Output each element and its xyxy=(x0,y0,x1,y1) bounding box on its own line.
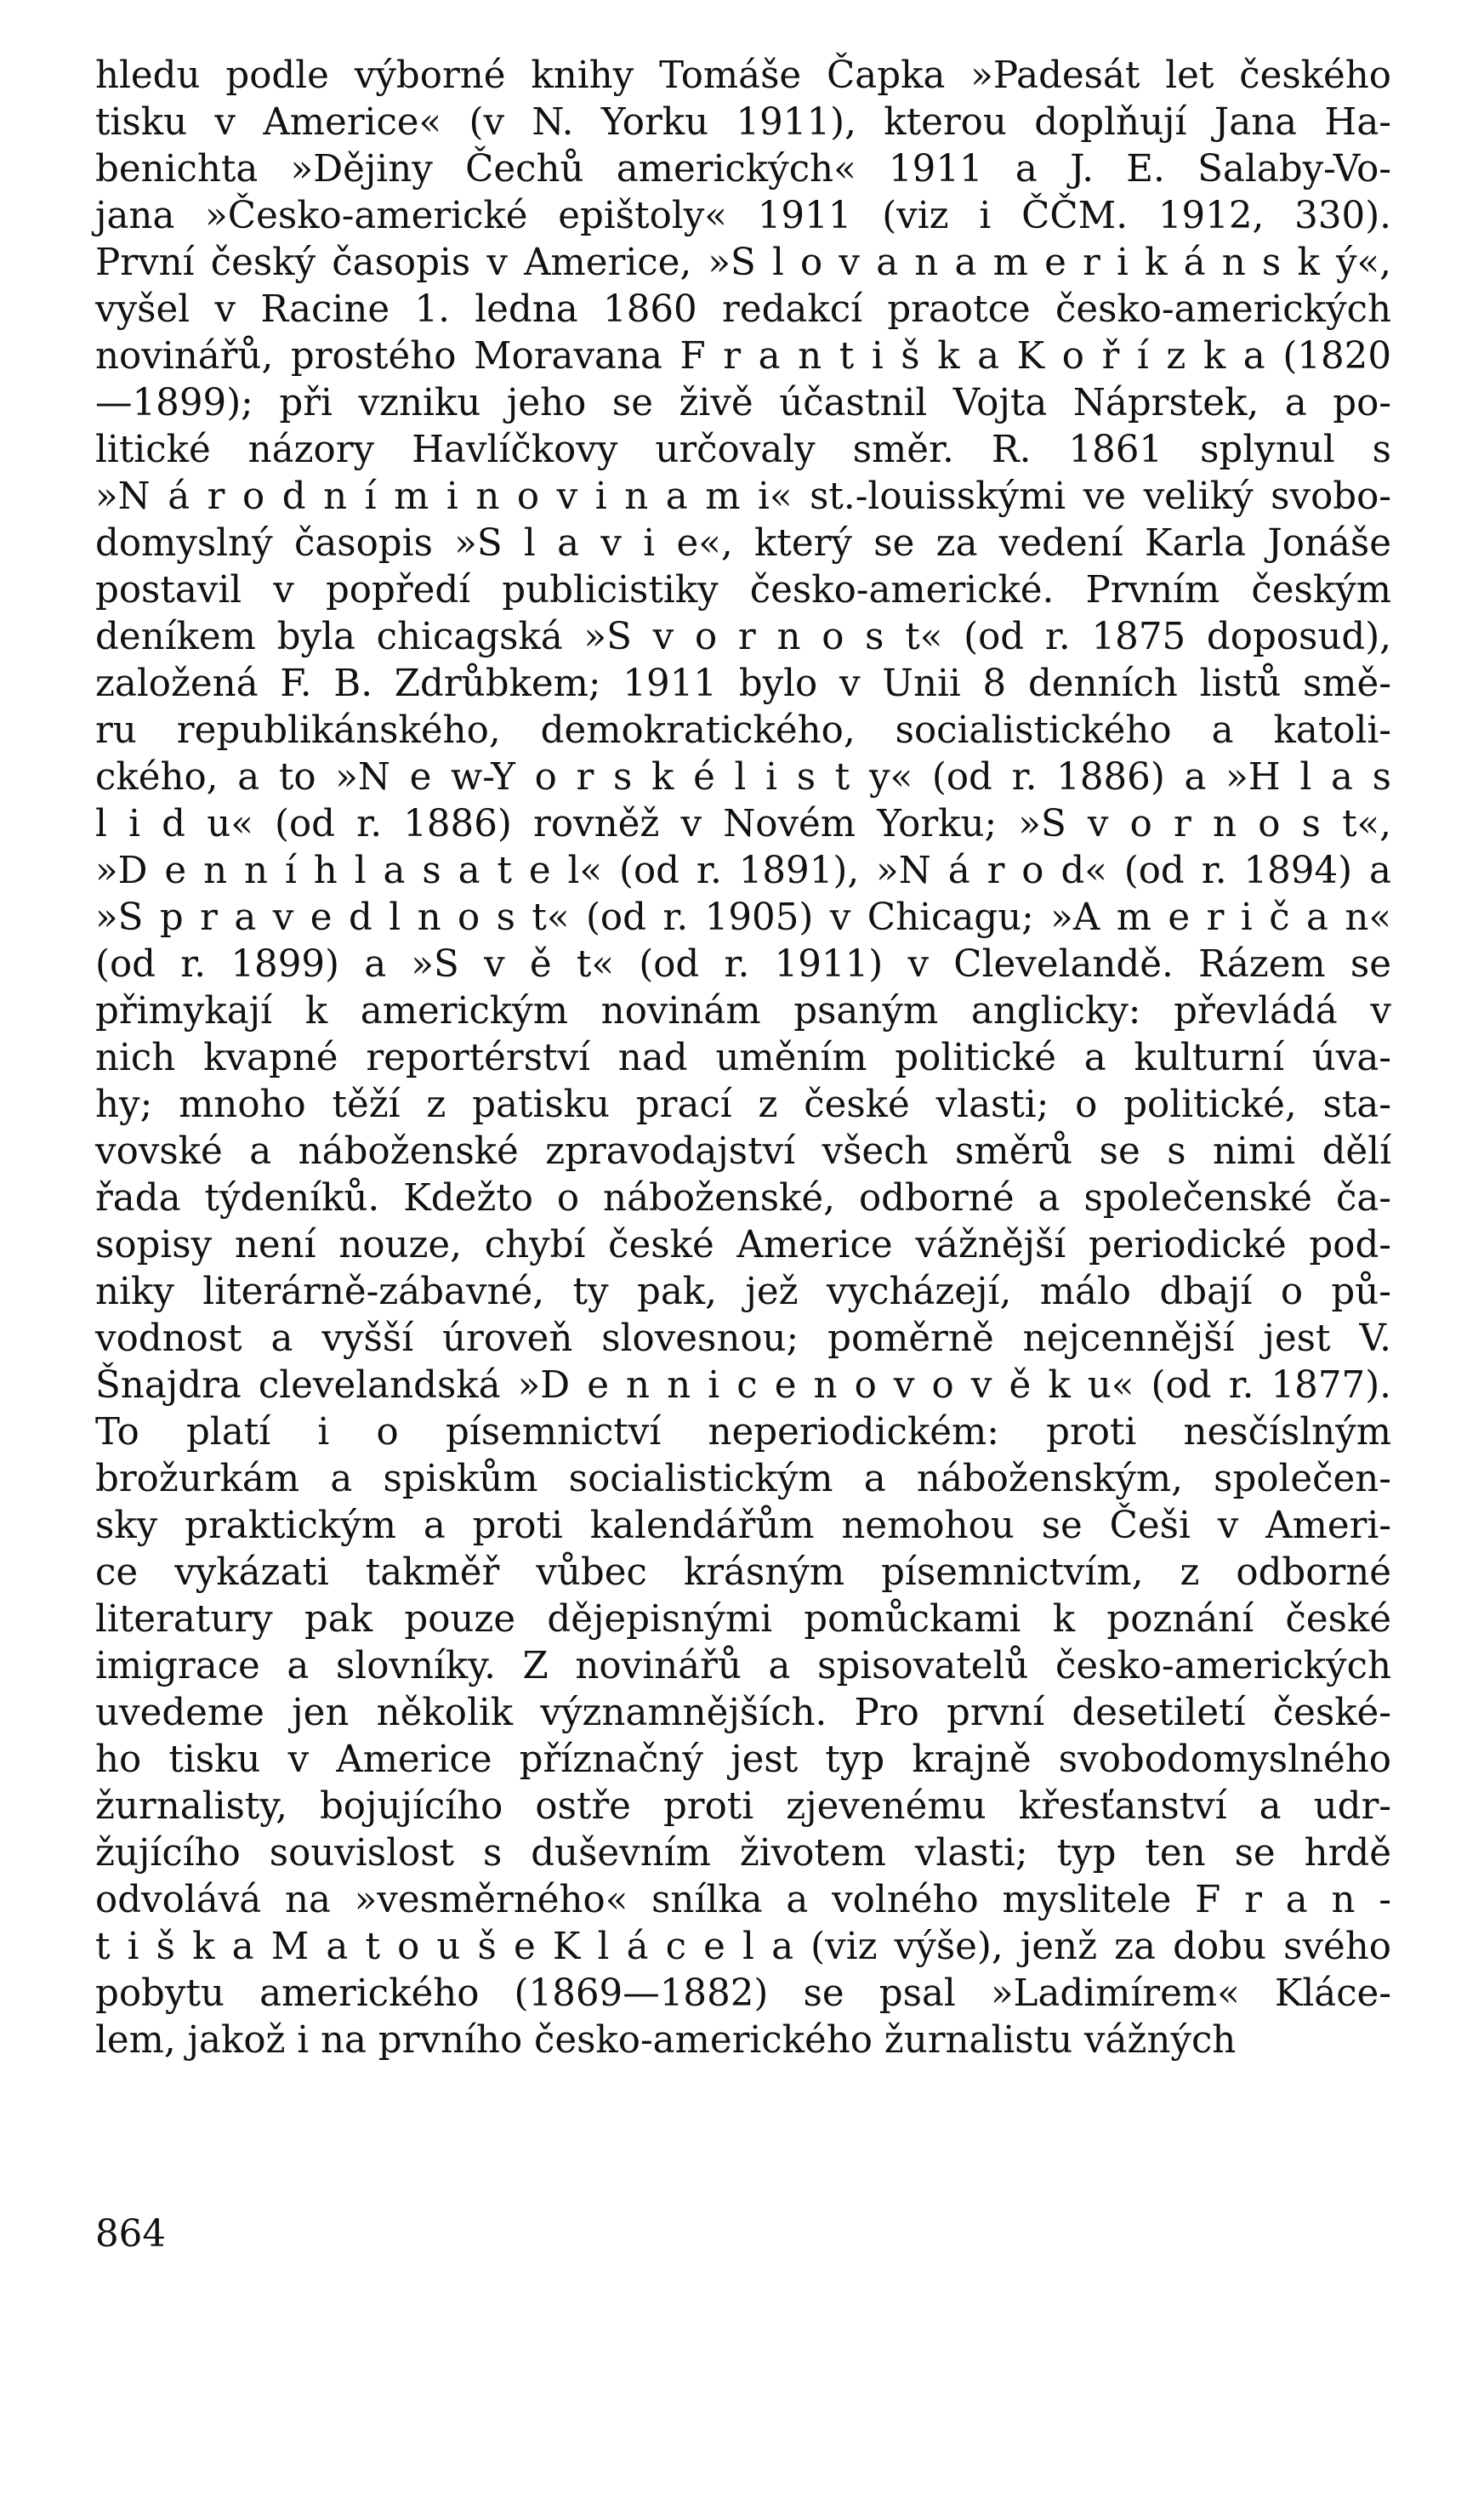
text-line: hledu podle výborné knihy Tomáše Čapka »Padesát let českého xyxy=(95,54,1391,97)
text-line: žurnalisty, bojujícího ostře proti zjevenému křesťanství a udr- xyxy=(95,1785,1391,1828)
text-line: řada týdeníků. Kdežto o náboženské, odborné a společenské ča- xyxy=(95,1177,1391,1220)
text-line: niky literárně-zábavné, ty pak, jež vycházejí, málo dbají o pů- xyxy=(95,1271,1391,1313)
text-line: odvolává na »vesměrného« snílka a volného myslitele F r a n - xyxy=(95,1879,1391,1921)
text-line: novinářů, prostého Moravana F r a n t i š k a K o ř í z k a (1820 xyxy=(95,335,1391,378)
text-line: hy; mnoho těží z patisku prací z české vlasti; o politické, sta- xyxy=(95,1084,1391,1126)
text-line: litické názory Havlíčkovy určovaly směr. R. 1861 splynul s xyxy=(95,429,1391,471)
text-line: »S p r a v e d l n o s t« (od r. 1905) v Chicagu; »A m e r i č a n« xyxy=(95,896,1391,939)
text-line: tisku v Americe« (v N. Yorku 1911), kterou doplňují Jana Ha- xyxy=(95,101,1391,144)
text-line: První český časopis v Americe, »S l o v a n a m e r i k á n s k ý«, xyxy=(95,242,1391,284)
text-line: sopisy není nouze, chybí české Americe vážnější periodické pod- xyxy=(95,1224,1391,1266)
text-line: ho tisku v Americe příznačný jest typ krajně svobodomyslného xyxy=(95,1738,1391,1781)
text-line: To platí i o písemnictví neperiodickém: proti nesčíslným xyxy=(95,1411,1391,1454)
text-line: brožurkám a spiskům socialistickým a náboženským, společen- xyxy=(95,1458,1391,1500)
text-line: nich kvapné reportérství nad uměním politické a kulturní úva- xyxy=(95,1037,1391,1079)
text-line: vodnost a vyšší úroveň slovesnou; poměrně nejcennější jest V. xyxy=(95,1317,1391,1360)
text-line: benichta »Dějiny Čechů amerických« 1911 a J. E. Salaby-Vo- xyxy=(95,148,1391,191)
text-line: pobytu amerického (1869—1882) se psal »Ladimírem« Kláce- xyxy=(95,1972,1391,2015)
text-line: postavil v popředí publicistiky česko-americké. Prvním českým xyxy=(95,569,1391,612)
text-line: ckého, a to »N e w-Y o r s k é l i s t y« (od r. 1886) a »H l a s xyxy=(95,756,1391,799)
text-line: přimykají k americkým novinám psaným anglicky: převládá v xyxy=(95,990,1391,1033)
page-number: 864 xyxy=(95,2213,167,2256)
text-line: (od r. 1899) a »S v ě t« (od r. 1911) v Clevelandě. Rázem se xyxy=(95,943,1391,986)
text-line: ce vykázati takměř vůbec krásným písemnictvím, z odborné xyxy=(95,1551,1391,1594)
text-line: l i d u« (od r. 1886) rovněž v Novém Yorku; »S v o r n o s t«, xyxy=(95,803,1391,845)
text-line: deníkem byla chicagská »S v o r n o s t« (od r. 1875 doposud), xyxy=(95,616,1391,658)
text-line: t i š k a M a t o u š e K l á c e l a (viz výše), jenž za dobu svého xyxy=(95,1926,1391,1968)
text-line: vyšel v Racine 1. ledna 1860 redakcí praotce česko-amerických xyxy=(95,288,1391,331)
text-line: »D e n n í h l a s a t e l« (od r. 1891), »N á r o d« (od r. 1894) a xyxy=(95,850,1391,892)
text-line: lem, jakož i na prvního česko-amerického žurnalistu vážných xyxy=(95,2019,1237,2062)
text-line: »N á r o d n í m i n o v i n a m i« st.-louisskými ve veliký svobo- xyxy=(95,475,1391,518)
text-line: vovské a náboženské zpravodajství všech směrů se s nimi dělí xyxy=(95,1130,1391,1173)
text-line: uvedeme jen několik významnějších. Pro první desetiletí české- xyxy=(95,1692,1391,1734)
text-line: žujícího souvislost s duševním životem vlasti; typ ten se hrdě xyxy=(95,1832,1391,1875)
text-line: jana »Česko-americké epištoly« 1911 (viz i ČČM. 1912, 330). xyxy=(95,195,1391,237)
body-text xyxy=(95,53,1391,2064)
text-line: —1899); při vzniku jeho se živě účastnil Vojta Náprstek, a po- xyxy=(95,382,1391,424)
text-line: sky praktickým a proti kalendářům nemohou se Češi v Ameri- xyxy=(95,1505,1391,1547)
text-line: domyslný časopis »S l a v i e«, který se za vedení Karla Jonáše xyxy=(95,522,1391,565)
text-line: založená F. B. Zdrůbkem; 1911 bylo v Unii 8 denních listů smě- xyxy=(95,663,1391,705)
text-line: imigrace a slovníky. Z novinářů a spisovatelů česko-amerických xyxy=(95,1645,1391,1687)
text-line: ru republikánského, demokratického, socialistického a katoli- xyxy=(95,709,1391,752)
text-line: literatury pak pouze dějepisnými pomůckami k poznání české xyxy=(95,1598,1391,1641)
text-line: Šnajdra clevelandská »D e n n i c e n o v o v ě k u« (od r. 1877). xyxy=(95,1364,1391,1407)
